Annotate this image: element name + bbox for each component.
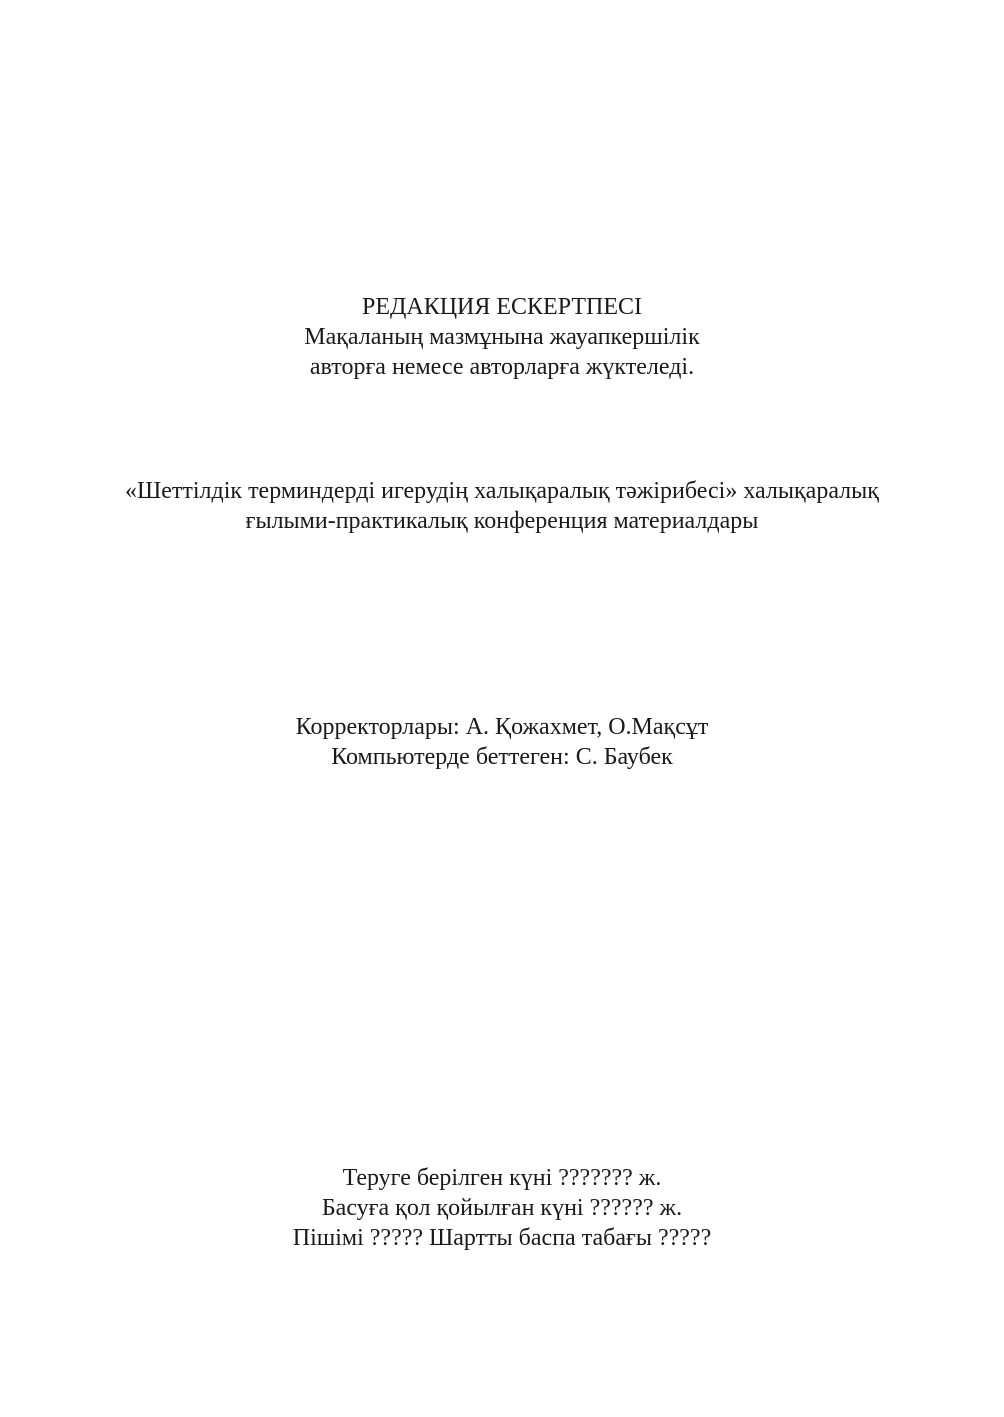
signed-date-line: Басуға қол қойылған күні ?????? ж. xyxy=(321,1195,683,1221)
editorial-note-line-1: Мақаланың мазмұнына жауапкершілік xyxy=(304,324,700,350)
conference-title xyxy=(0,476,1004,536)
conference-title-line-2: ғылыми-практикалық конференция материалдары xyxy=(245,508,759,534)
print-info xyxy=(0,1163,1004,1253)
submitted-date-line: Теруге берілген күні ??????? ж. xyxy=(342,1165,662,1191)
proofreaders-line: Корректорлары: А. Қожахмет, О.Мақсұт xyxy=(295,714,709,740)
editorial-note-line-2: авторға немесе авторларға жүктеледі. xyxy=(309,354,695,380)
layout-credit-line: Компьютерде беттеген: С. Баубек xyxy=(331,744,673,770)
staff-credits xyxy=(0,712,1004,772)
format-line: Пішімі ????? Шартты баспа табағы ????? xyxy=(292,1225,712,1251)
conference-title-line-1: «Шеттілдік терминдерді игерудің халықаралық тәжірибесі» халықаралық xyxy=(125,478,879,504)
editorial-note xyxy=(0,292,1004,382)
editorial-note-heading: РЕДАКЦИЯ ЕСКЕРТПЕСІ xyxy=(361,294,643,320)
